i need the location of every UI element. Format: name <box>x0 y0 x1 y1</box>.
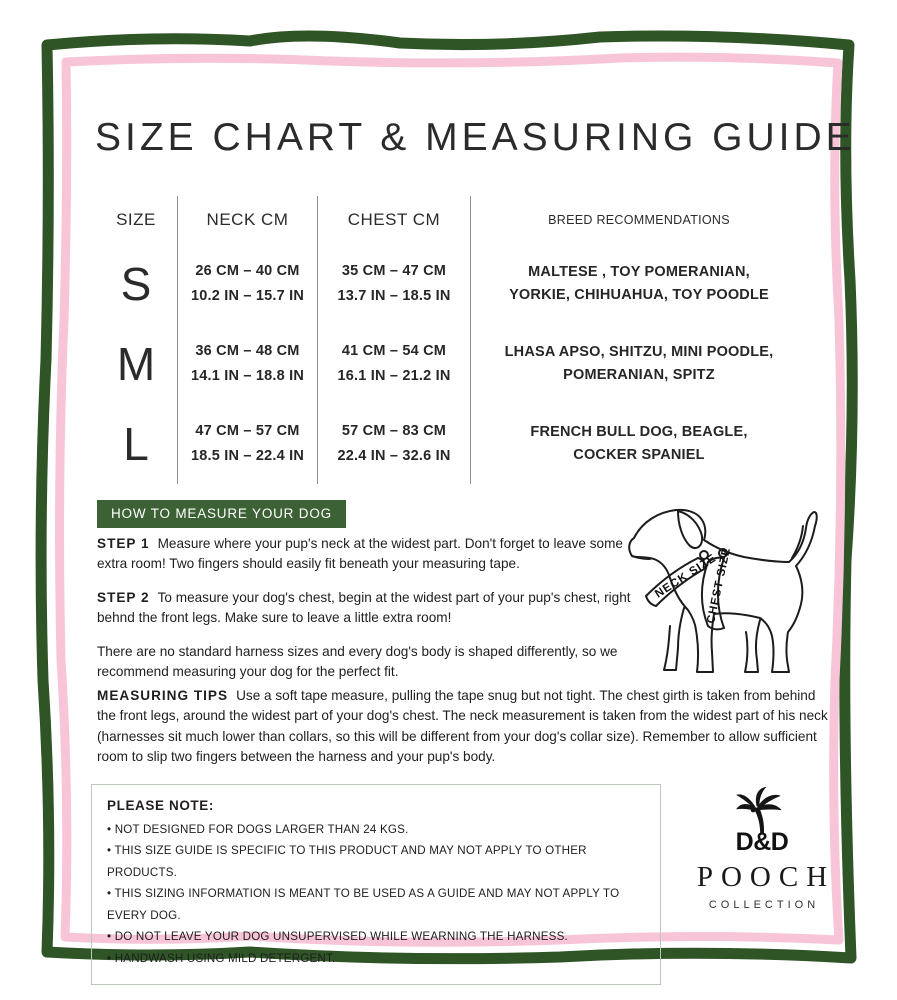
neck-cm: 36 CM – 48 CM <box>195 342 300 359</box>
brand-logo <box>686 786 838 911</box>
page-title: SIZE CHART & MEASURING GUIDE <box>95 116 856 159</box>
logo-name-text: POOCH <box>696 861 836 893</box>
logo-brand-text: D&D <box>735 828 789 856</box>
chest-in: 13.7 IN – 18.5 IN <box>337 288 451 304</box>
step-1-label: STEP 1 <box>97 536 150 551</box>
sizing-note: There are no standard harness sizes and every dog's body is shaped differently, so we recommend measuring your dog for the perfect fit. <box>97 643 618 679</box>
neck-band-end-left <box>646 596 656 606</box>
step-2-label: STEP 2 <box>97 589 150 605</box>
step-2 <box>97 588 637 629</box>
size-letter: L <box>123 418 149 470</box>
chest-cm: 35 CM – 47 CM <box>341 262 447 279</box>
neck-measurement <box>177 324 317 404</box>
note-item: • DO NOT LEAVE YOUR DOG UNSUPERVISED WHILE WEARNING THE HARNESS. <box>107 926 645 947</box>
size-chart-table <box>95 196 807 484</box>
note-item: • NOT DESIGNED FOR DOGS LARGER THAN 24 KGS. <box>107 819 645 840</box>
col-header-neck: NECK CM <box>177 196 317 244</box>
breed-recommendations: LHASA APSO, SHITZU, MINI POODLE, POMERANIAN, SPITZ <box>470 324 807 404</box>
please-note-title: PLEASE NOTE: <box>107 798 214 813</box>
measuring-tips <box>97 686 829 768</box>
dog-illustration <box>626 504 838 678</box>
chest-measurement <box>317 324 470 404</box>
chest-in: 22.4 IN – 32.6 IN <box>337 448 451 464</box>
size-letter: M <box>116 338 156 390</box>
neck-cm: 47 CM – 57 CM <box>195 422 300 439</box>
chest-measurement <box>317 404 470 484</box>
how-to-measure-badge: HOW TO MEASURE YOUR DOG <box>97 500 346 528</box>
size-letter: S <box>120 258 152 310</box>
please-note-list <box>107 819 645 969</box>
chest-band-bottomjoin <box>708 626 724 629</box>
neck-size-label: NECK SIZE <box>653 552 719 601</box>
chest-in: 16.1 IN – 21.2 IN <box>337 368 451 384</box>
please-note-box <box>91 784 661 985</box>
col-header-size: SIZE <box>116 210 156 229</box>
measuring-tips-text: Use a soft tape measure, pulling the tape snug but not tight. The chest girth is taken from behind the front legs, around the widest part of your dog's chest. The neck measurement is taken from the widest part of his neck (harnesses sit much lower than collars, so this will be different from your dog's collar size). Remember to allow sufficient room to slip two fingers between the harness and your pup's body. <box>97 688 828 765</box>
note-item: • THIS SIZING INFORMATION IS MEANT TO BE USED AS A GUIDE AND MAY NOT APPLY TO EVERY DOG. <box>107 883 645 926</box>
table-row-size-label <box>95 324 177 404</box>
step-1-text: Measure where your pup's neck at the widest part. Don't forget to leave some extra room! Two fingers should easily fit beneath your measuring tape. <box>97 536 623 572</box>
col-header-breed: BREED RECOMMENDATIONS <box>470 196 807 244</box>
dog-front-leg-far <box>664 608 684 670</box>
breed-recommendations: FRENCH BULL DOG, BEAGLE, COCKER SPANIEL <box>470 404 807 484</box>
note-item: • HANDWASH USING MILD DETERGENT. <box>107 948 645 969</box>
content-area <box>90 0 856 1000</box>
breed-recommendations: MALTESE , TOY POMERANIAN, YORKIE, CHIHUAHUA, TOY POODLE <box>470 244 807 324</box>
table-row-size-label <box>95 244 177 324</box>
measuring-steps <box>97 534 637 695</box>
measuring-tips-label: MEASURING TIPS <box>97 688 229 703</box>
table-row-size-label <box>95 404 177 484</box>
logo-subtitle-text: COLLECTION <box>708 899 820 911</box>
col-header-chest: CHEST CM <box>317 196 470 244</box>
chest-measurement <box>317 244 470 324</box>
chest-cm: 41 CM – 54 CM <box>341 342 447 359</box>
neck-measurement <box>177 404 317 484</box>
neck-measurement <box>177 244 317 324</box>
neck-in: 18.5 IN – 22.4 IN <box>190 448 305 464</box>
dog-hind-leg-far <box>745 620 760 672</box>
chest-cm: 57 CM – 83 CM <box>341 422 447 439</box>
neck-in: 14.1 IN – 18.8 IN <box>190 368 305 384</box>
neck-cm: 26 CM – 40 CM <box>195 262 300 279</box>
note-item: • THIS SIZE GUIDE IS SPECIFIC TO THIS PRODUCT AND MAY NOT APPLY TO OTHER PRODUCTS. <box>107 840 645 883</box>
neck-in: 10.2 IN – 15.7 IN <box>190 288 305 304</box>
chest-size-label: CHEST SIZE <box>705 546 734 625</box>
step-1 <box>97 534 637 575</box>
step-2-text: To measure your dog's chest, begin at the widest part of your pup's chest, right behnd the front legs. Make sure to leave a little extra room! <box>97 589 631 626</box>
